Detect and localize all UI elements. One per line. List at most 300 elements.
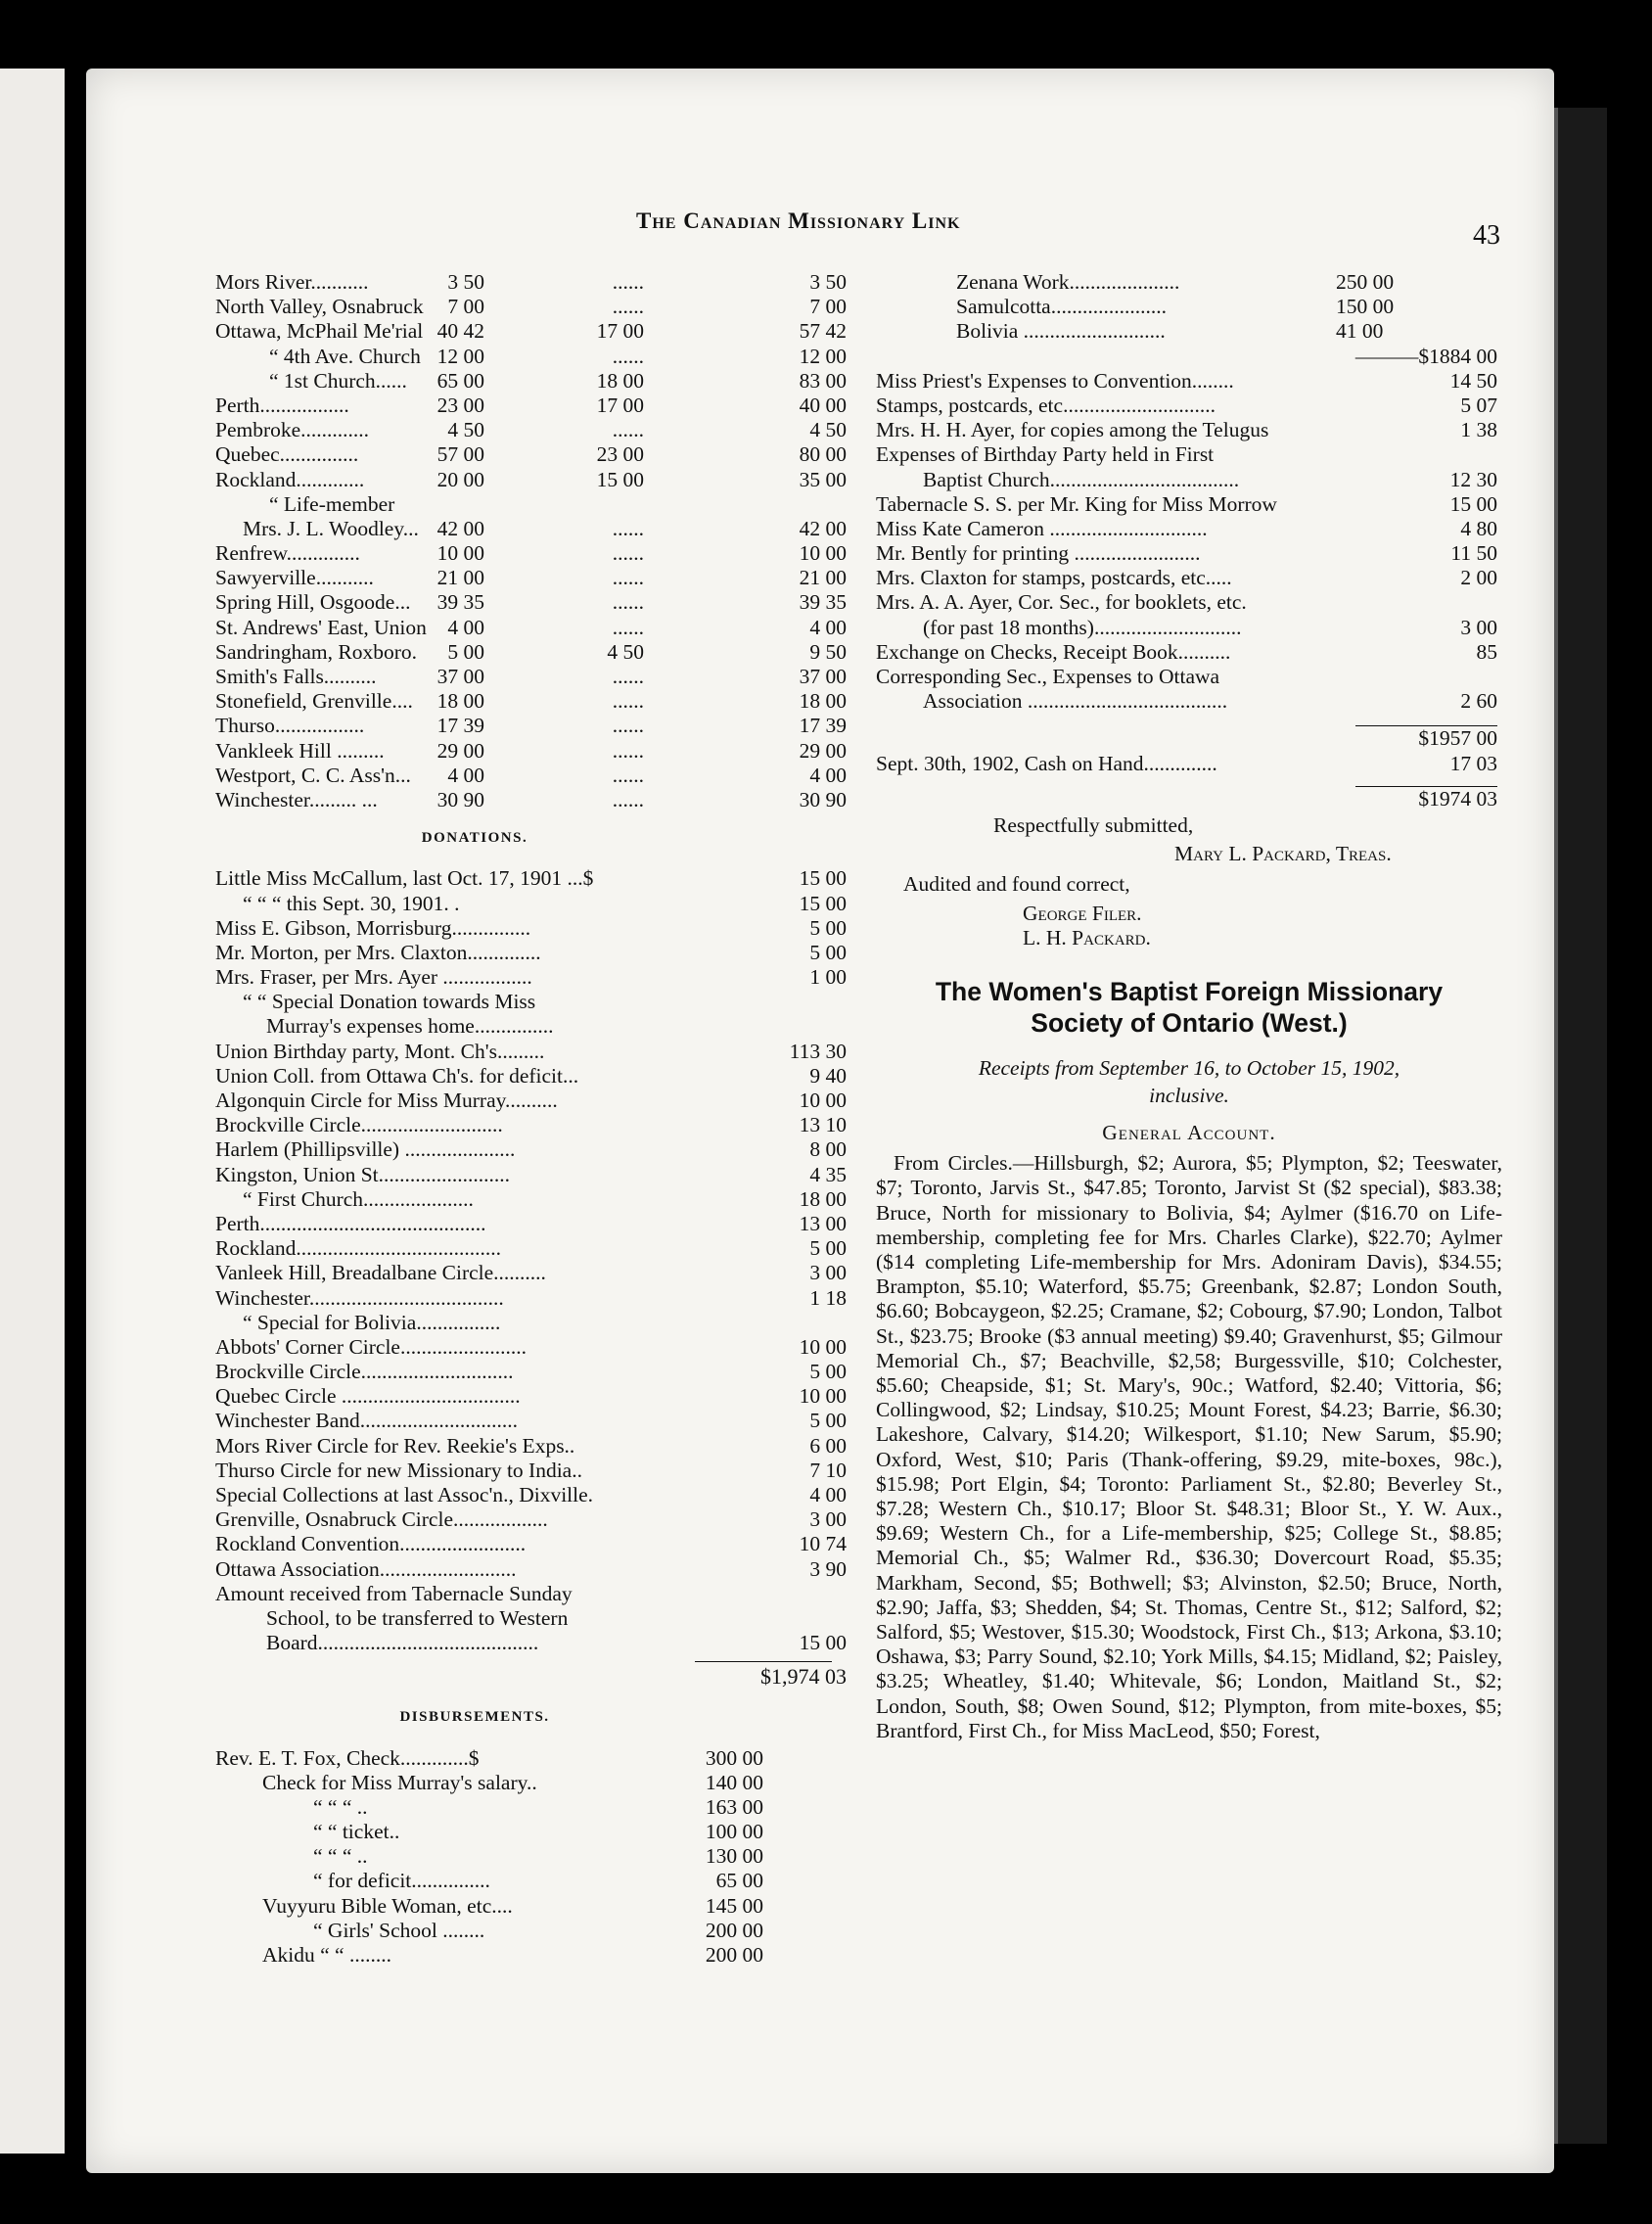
donation-row: [215, 1040, 851, 1064]
receipt-row: [215, 418, 851, 442]
donation-amount: 18 00: [799, 1186, 847, 1211]
receipts-period: [876, 1054, 1502, 1109]
receipt-total-amount: 21 00: [799, 566, 847, 590]
donation-amount: 10 00: [799, 1384, 847, 1409]
donation-row: [215, 1557, 851, 1582]
receipt-row: [215, 468, 851, 492]
receipt-total-amount: 57 42: [799, 319, 847, 344]
receipt-name: “ Life-member: [269, 491, 395, 516]
expense-name: Corresponding Sec., Expenses to Ottawa: [876, 665, 1220, 688]
receipt-total-amount: 4 00: [809, 615, 847, 639]
donation-row: [215, 916, 851, 941]
donation-amount: 6 00: [809, 1433, 847, 1458]
donation-name: Amount received from Tabernacle Sunday: [215, 1581, 573, 1605]
receipt-circle-amount: 39 35: [436, 590, 484, 615]
receipt-circle-amount: 5 00: [447, 639, 484, 664]
disbursement-row: [215, 1943, 851, 1968]
receipt-total-amount: 4 50: [809, 418, 847, 442]
disbursement-row: [215, 1795, 851, 1820]
donation-row: [215, 1507, 851, 1532]
donation-amount: 15 00: [799, 1631, 847, 1655]
receipt-band-amount: ......: [612, 541, 644, 566]
receipt-circle-amount: 10 00: [436, 541, 484, 566]
donation-name: Board..........................................: [266, 1631, 539, 1655]
expense-row: [876, 566, 1502, 590]
disbursement-row: [215, 1894, 851, 1919]
disbursement-name: “ Girls' School ........: [313, 1918, 485, 1942]
donation-row: [215, 1064, 851, 1089]
donation-name: Mors River Circle for Rev. Reekie's Exps..: [215, 1433, 575, 1458]
receipt-row: [215, 369, 851, 394]
receipt-circle-amount: 20 00: [436, 467, 484, 491]
receipt-band-amount: ......: [612, 689, 644, 714]
expense-name: (for past 18 months)............................: [923, 615, 1242, 639]
receipt-band-amount: ......: [612, 763, 644, 787]
receipt-row: [215, 492, 851, 517]
left-column: [215, 270, 851, 1968]
receipt-total-amount: 17 39: [799, 714, 847, 738]
society-title: [876, 976, 1502, 1039]
disbursement-row: [215, 1820, 851, 1844]
receipt-row: [215, 566, 851, 590]
disbursement-row: [215, 1746, 851, 1771]
receipt-circle-amount: 29 00: [436, 738, 484, 763]
donation-name: Union Coll. from Ottawa Ch's. for deficit...: [215, 1063, 579, 1088]
donation-row: [215, 1606, 851, 1631]
receipt-name: “ 1st Church......: [269, 368, 407, 393]
donation-name: Grenville, Osnabruck Circle..................: [215, 1507, 548, 1532]
donations-list: [215, 866, 851, 1655]
right-column: [876, 270, 1502, 1743]
mission-row: [876, 319, 1502, 344]
running-head: The Canadian Missionary Link: [636, 208, 961, 233]
disbursement-name: “ “ “ ..: [313, 1844, 368, 1869]
expense-list: [876, 369, 1502, 715]
receipt-total-amount: 30 90: [799, 787, 847, 811]
receipt-circle-amount: 4 00: [447, 763, 484, 787]
receipt-row: [215, 640, 851, 665]
donation-amount: 3 00: [809, 1507, 847, 1532]
receipt-band-amount: 18 00: [596, 368, 644, 393]
receipt-circle-amount: 65 00: [436, 368, 484, 393]
page-number: 43: [1473, 220, 1500, 251]
donation-name: Winchester.....................................: [215, 1285, 504, 1310]
donation-amount: 1 00: [809, 965, 847, 990]
expense-name: Stamps, postcards, etc.............................: [876, 393, 1216, 417]
receipt-name: North Valley, Osnabruck: [215, 295, 424, 319]
mission-row: [876, 345, 1502, 369]
auditor-one: George Filer.: [1023, 901, 1142, 925]
receipt-row: [215, 590, 851, 615]
expense-row: [876, 665, 1502, 689]
receipt-row: [215, 345, 851, 369]
mission-row: [876, 270, 1502, 295]
donation-name: Algonquin Circle for Miss Murray..........: [215, 1089, 558, 1113]
receipt-band-amount: 4 50: [607, 639, 644, 664]
disbursement-name: “ for deficit...............: [313, 1869, 490, 1893]
donation-row: [215, 1286, 851, 1311]
receipt-total-amount: 83 00: [799, 368, 847, 393]
receipt-name: Rockland.............: [215, 467, 365, 491]
donation-name: Rockland Convention........................: [215, 1532, 527, 1556]
society-title-line2: Society of Ontario (West.): [1031, 1007, 1348, 1038]
subtotal-amount: $1957 00: [1418, 726, 1497, 751]
disbursement-name: “ “ ticket..: [313, 1820, 400, 1844]
donation-amount: 15 00: [799, 891, 847, 915]
donation-row: [215, 1261, 851, 1285]
disbursement-row: [215, 1919, 851, 1943]
donation-name: Ottawa Association..........................: [215, 1556, 517, 1581]
disbursement-amount: 200 00: [705, 1943, 763, 1968]
donation-row: [215, 1113, 851, 1137]
expense-row: [876, 517, 1502, 541]
donation-name: Special Collections at last Assoc'n., Dixville.: [215, 1483, 594, 1507]
receipt-total-amount: 39 35: [799, 590, 847, 615]
donation-row: [215, 941, 851, 965]
expense-row: [876, 394, 1502, 418]
expense-amount: 1 38: [1460, 418, 1497, 442]
receipt-name: Stonefield, Grenville....: [215, 689, 413, 714]
expense-row: [876, 541, 1502, 566]
auditor-two: L. H. Packard.: [1023, 925, 1151, 950]
receipt-name: Pembroke.............: [215, 418, 370, 442]
disbursement-row: [215, 1771, 851, 1795]
receipt-name: Renfrew..............: [215, 541, 360, 566]
receipt-name: Mrs. J. L. Woodley...: [243, 516, 419, 540]
receipt-total-amount: 4 00: [809, 763, 847, 787]
donation-amount: 3 00: [809, 1261, 847, 1285]
mission-name: Bolivia ...........................: [956, 319, 1166, 344]
donation-name: Murray's expenses home...............: [266, 1014, 554, 1039]
mission-amount: 150 00: [1336, 295, 1395, 319]
donations-total: $1,974 03: [760, 1664, 847, 1690]
receipt-circle-amount: 42 00: [436, 516, 484, 540]
donation-row: [215, 892, 851, 916]
expense-row: [876, 369, 1502, 394]
expense-amount: 5 07: [1460, 393, 1497, 417]
disbursement-name: Rev. E. T. Fox, Check.............$: [215, 1745, 480, 1770]
expense-row: [876, 640, 1502, 665]
donation-name: School, to be transferred to Western: [266, 1605, 569, 1630]
mission-name: Samulcotta......................: [956, 295, 1167, 319]
donation-name: Mr. Morton, per Mrs. Claxton..............: [215, 940, 541, 964]
receipt-circle-amount: 30 90: [436, 787, 484, 811]
donation-row: [215, 1409, 851, 1433]
receipt-total-amount: 12 00: [799, 344, 847, 368]
donation-name: Abbots' Corner Circle........................: [215, 1334, 527, 1359]
donation-amount: 13 00: [799, 1211, 847, 1235]
receipt-band-amount: ......: [612, 344, 644, 368]
receipt-total-amount: 9 50: [809, 639, 847, 664]
expense-amount: 12 30: [1449, 467, 1497, 491]
circles-receipts-text: From Circles.—Hillsburgh, $2; Aurora, $5; Plympton, $2; Teeswater, $7; Toronto, Jarvis St., $47.85; Toronto, Jarvist St ($2 special), $83.38; Bruce, North for missionary to Bolivia, $4; Aylmer ($16.70 on Life-membership, completing fee for Mrs. Charles Clarke), $22.70; Aylmer ($14 completing Life-membership for Mrs. Adoniram Davis), $34.55; Brampton, $5.10; Waterford, $5.75; Greenbank, $2.87; London South, $6.60; Bobcaygeon, $2.25; Cramane, $2; Cobourg, $7.90; London, Talbot St., $23.75; Brooke ($3 annual meeting) $9.40; Gravenhurst, $5; Gilmour Memorial Ch., $7; Beachville, $2,58; Burgessville, $10; Colchester, $5.60; Cheapside, $1; St. Mary's, 90c.; Watford, $2.40; Vittoria, $6; Collingwood, $2; Lindsay, $10.25; Mount Forest, $4.23; Barrie, $6.30; Lakeshore, Calvary, $14.20; Wilkesport, $1.10; New Sarum, $5.90; Oxford, West, $10; Paris (Thank-offering, $9.29, mite-boxes, 98c.), $15.98; Port Elgin, $4; Toronto: Parliament St., $2.80; Beverley St., $7.28; Western Ch., $10.17; Bloor St. $48.31; Bloor St., Y. W. Aux., $9.69; Western Ch., for a Life-membership, $25; College St., $8.85; Memorial Ch., $5; Walmer Rd., $36.30; Dovercourt Road, $5.35; Markham, Second, $5; Bothwell; $3; Alvinston, $2.50; Bruce, North, $2.90; Jaffa, $3; Shedden, $4; St. Thomas, Centre St., $12; Salford, $2; Salford, $5; Westover, $15.30; Woodstock, First Ch., $13; Arkona, $3.10; Oshawa, $3; Parry Sound, $2.10; York Mills, $4.15; Midland, $2; Paisley, $3.25; Wheatley, $1.40; Whitevale, $6; London, Maitland St., $2; London, South, $8; Owen Sound, $12; Plympton, from mite-boxes, $5; Brantford, First Ch., for Miss MacLeod, $50; Forest,: [876, 1151, 1502, 1742]
receipt-circle-amount: 4 50: [447, 418, 484, 442]
final-amount: $1974 03: [1418, 786, 1497, 811]
mission-amount: 41 00: [1336, 319, 1384, 344]
disbursement-name: Vuyyuru Bible Woman, etc....: [262, 1893, 513, 1918]
disbursement-amount: 145 00: [705, 1893, 763, 1918]
receipt-total-amount: 42 00: [799, 516, 847, 540]
donation-name: “ “ Special Donation towards Miss: [243, 990, 536, 1014]
disbursement-amount: 200 00: [705, 1918, 763, 1942]
receipt-name: Westport, C. C. Ass'n...: [215, 763, 411, 787]
donation-amount: 5 00: [809, 1236, 847, 1261]
donation-row: [215, 1163, 851, 1187]
receipt-row: [215, 788, 851, 812]
receipt-row: [215, 319, 851, 344]
receipt-total-amount: 37 00: [799, 665, 847, 688]
expense-name: Mrs. H. H. Ayer, for copies among the Telugus: [876, 418, 1269, 442]
expense-name: Tabernacle S. S. per Mr. King for Miss Morrow: [876, 491, 1277, 516]
donation-name: Miss E. Gibson, Morrisburg...............: [215, 915, 531, 940]
mission-row: [876, 295, 1502, 319]
receipt-name: Sandringham, Roxboro.: [215, 639, 418, 664]
mission-amount: 250 00: [1336, 270, 1395, 294]
expense-name: Miss Priest's Expenses to Convention........: [876, 368, 1234, 393]
disbursement-name: “ “ “ ..: [313, 1794, 368, 1819]
donation-amount: 4 00: [809, 1483, 847, 1507]
receipt-total-amount: 80 00: [799, 442, 847, 467]
receipt-row: [215, 541, 851, 566]
donation-row: [215, 1582, 851, 1606]
expense-row: [876, 468, 1502, 492]
disbursement-amount: 140 00: [705, 1770, 763, 1794]
expense-amount: 2 60: [1460, 689, 1497, 714]
receipts-period-line1: Receipts from September 16, to October 15, 1902,: [978, 1055, 1400, 1080]
receipt-band-amount: ......: [612, 615, 644, 639]
expense-name: Mrs. Claxton for stamps, postcards, etc.....: [876, 566, 1232, 590]
receipt-band-amount: ......: [612, 566, 644, 590]
donation-amount: 5 00: [809, 1409, 847, 1433]
cash-row: [876, 752, 1502, 776]
receipt-band-amount: ......: [612, 295, 644, 319]
receipt-name: Sawyerville...........: [215, 566, 374, 590]
expense-amount: 15 00: [1449, 491, 1497, 516]
expense-amount: 85: [1476, 639, 1497, 664]
receipt-circle-amount: 12 00: [436, 344, 484, 368]
receipt-name: Mors River...........: [215, 270, 369, 294]
donation-name: “ Special for Bolivia................: [243, 1310, 501, 1334]
donation-name: Mrs. Fraser, per Mrs. Ayer .................: [215, 965, 532, 990]
donation-name: “ First Church.....................: [243, 1186, 474, 1211]
receipt-row: [215, 714, 851, 738]
expense-name: Exchange on Checks, Receipt Book..........: [876, 639, 1231, 664]
mission-total: ———$1884 00: [1354, 344, 1497, 368]
receipt-name: Ottawa, McPhail Me'rial: [215, 319, 424, 344]
receipt-name: Spring Hill, Osgoode...: [215, 590, 411, 615]
expense-name: Association ......................................: [923, 689, 1228, 714]
receipt-circle-amount: 57 00: [436, 442, 484, 467]
receipt-circle-amount: 17 39: [436, 714, 484, 738]
donation-name: Thurso Circle for new Missionary to India..: [215, 1458, 582, 1482]
donation-name: Harlem (Phillipsville) .....................: [215, 1137, 516, 1162]
respectfully-line: Respectfully submitted,: [993, 812, 1194, 837]
disbursement-continuation: [876, 270, 1502, 369]
donation-row: [215, 1459, 851, 1483]
donation-name: Quebec Circle ..................................: [215, 1384, 521, 1409]
donation-row: [215, 1483, 851, 1507]
receipt-row: [215, 616, 851, 640]
mission-name: Zenana Work.....................: [956, 270, 1180, 294]
expense-amount: 11 50: [1450, 541, 1497, 566]
donation-amount: 1 18: [809, 1285, 847, 1310]
donation-amount: 5 00: [809, 940, 847, 964]
receipt-row: [215, 442, 851, 467]
receipt-circle-amount: 21 00: [436, 566, 484, 590]
donation-row: [215, 1137, 851, 1162]
disbursement-amount: 300 00: [705, 1745, 763, 1770]
disbursements-heading: DISBURSEMENTS.: [399, 1709, 550, 1726]
disbursement-amount: 65 00: [715, 1869, 763, 1893]
expense-row: [876, 590, 1502, 615]
receipt-row: [215, 689, 851, 714]
expense-name: Expenses of Birthday Party held in First: [876, 442, 1215, 467]
disbursement-row: [215, 1844, 851, 1869]
receipt-total-amount: 35 00: [799, 467, 847, 491]
receipt-circle-amount: 23 00: [436, 393, 484, 417]
receipt-band-amount: ......: [612, 714, 644, 738]
disbursement-amount: 130 00: [705, 1844, 763, 1869]
cash-amount: 17 03: [1449, 751, 1497, 775]
expense-row: [876, 418, 1502, 442]
donation-row: [215, 1212, 851, 1236]
subtotal-row: [876, 726, 1502, 751]
donation-row: [215, 1311, 851, 1335]
receipt-name: Thurso.................: [215, 714, 365, 738]
disbursement-name: Check for Miss Murray's salary..: [262, 1770, 537, 1794]
receipt-total-amount: 29 00: [799, 738, 847, 763]
donation-row: [215, 1384, 851, 1409]
donation-row: [215, 1187, 851, 1212]
donation-row: [215, 866, 851, 891]
donation-name: Vanleek Hill, Breadalbane Circle..........: [215, 1261, 546, 1285]
donation-amount: 4 35: [809, 1162, 847, 1186]
donation-row: [215, 1236, 851, 1261]
donation-row: [215, 1335, 851, 1360]
donation-name: Kingston, Union St.........................: [215, 1162, 511, 1186]
receipt-band-amount: ......: [612, 516, 644, 540]
expense-amount: 14 50: [1449, 368, 1497, 393]
receipts-period-line2: inclusive.: [1149, 1083, 1229, 1107]
receipt-band-amount: ......: [612, 590, 644, 615]
donation-amount: 10 00: [799, 1334, 847, 1359]
expense-row: [876, 689, 1502, 714]
facing-page-edge: [0, 69, 74, 2154]
receipt-row: [215, 517, 851, 541]
expense-row: [876, 442, 1502, 467]
society-title-line1: The Women's Baptist Foreign Missionary: [935, 976, 1444, 1006]
donation-amount: 5 00: [809, 915, 847, 940]
donation-name: Rockland.......................................: [215, 1236, 502, 1261]
final-row: [876, 787, 1502, 811]
expense-name: Mr. Bently for printing ........................: [876, 541, 1201, 566]
expense-name: Miss Kate Cameron ..............................: [876, 516, 1208, 540]
donation-name: Brockville Circle...........................: [215, 1113, 503, 1137]
donation-name: Brockville Circle.............................: [215, 1360, 514, 1384]
receipt-band-amount: 17 00: [596, 319, 644, 344]
expense-row: [876, 492, 1502, 517]
receipts-table: [215, 270, 851, 812]
receipt-band-amount: ......: [612, 270, 644, 294]
receipt-circle-amount: 18 00: [436, 689, 484, 714]
donation-row: [215, 965, 851, 990]
receipt-row: [215, 394, 851, 418]
receipt-band-amount: 17 00: [596, 393, 644, 417]
expense-amount: 3 00: [1460, 615, 1497, 639]
donation-name: Winchester Band..............................: [215, 1409, 519, 1433]
donation-amount: 10 00: [799, 1089, 847, 1113]
receipt-band-amount: ......: [612, 787, 644, 811]
donation-row: [215, 1089, 851, 1113]
expense-row: [876, 616, 1502, 640]
expense-amount: 2 00: [1460, 566, 1497, 590]
expense-amount: 4 80: [1460, 516, 1497, 540]
receipt-circle-amount: 37 00: [436, 665, 484, 688]
disbursement-name: Akidu “ “ ........: [262, 1943, 391, 1968]
receipt-row: [215, 665, 851, 689]
receipt-name: Smith's Falls..........: [215, 665, 377, 688]
receipt-total-amount: 7 00: [809, 295, 847, 319]
donation-amount: 3 90: [809, 1556, 847, 1581]
receipt-row: [215, 295, 851, 319]
audited-line: Audited and found correct,: [903, 872, 1130, 897]
general-account-heading: General Account.: [1102, 1120, 1276, 1144]
donation-row: [215, 1532, 851, 1556]
donation-amount: 5 00: [809, 1360, 847, 1384]
receipt-total-amount: 3 50: [809, 270, 847, 294]
donation-amount: 7 10: [809, 1458, 847, 1482]
disbursements-list: [215, 1746, 851, 1969]
donation-amount: 113 30: [789, 1039, 847, 1063]
receipt-name: “ 4th Ave. Church: [269, 344, 421, 368]
donation-row: [215, 1014, 851, 1039]
donation-name: Perth...........................................: [215, 1211, 486, 1235]
disbursement-amount: 100 00: [705, 1820, 763, 1844]
receipt-row: [215, 739, 851, 764]
receipt-circle-amount: 3 50: [447, 270, 484, 294]
donation-amount: 15 00: [799, 866, 847, 891]
donation-name: Little Miss McCallum, last Oct. 17, 1901 ...$: [215, 866, 594, 891]
receipt-circle-amount: 4 00: [447, 615, 484, 639]
receipt-row: [215, 270, 851, 295]
receipt-total-amount: 10 00: [799, 541, 847, 566]
expense-name: Mrs. A. A. Ayer, Cor. Sec., for booklets, etc.: [876, 590, 1247, 615]
receipt-band-amount: ......: [612, 665, 644, 688]
donation-row: [215, 1631, 851, 1655]
receipt-name: Vankleek Hill .........: [215, 738, 385, 763]
donation-name: Union Birthday party, Mont. Ch's.........: [215, 1039, 545, 1063]
receipt-name: Quebec...............: [215, 442, 359, 467]
treasurer-signature: Mary L. Packard, Treas.: [1174, 842, 1392, 866]
donations-heading: DONATIONS.: [421, 830, 528, 847]
disbursement-amount: 163 00: [705, 1794, 763, 1819]
receipt-band-amount: 23 00: [596, 442, 644, 467]
donation-amount: 13 10: [799, 1113, 847, 1137]
receipt-row: [215, 764, 851, 788]
receipt-total-amount: 40 00: [799, 393, 847, 417]
receipt-circle-amount: 7 00: [447, 295, 484, 319]
receipt-band-amount: 15 00: [596, 467, 644, 491]
receipt-band-amount: ......: [612, 738, 644, 763]
donation-amount: 9 40: [809, 1063, 847, 1088]
donation-row: [215, 990, 851, 1014]
receipt-name: Winchester......... ...: [215, 787, 378, 811]
book-edge: [1554, 108, 1607, 2144]
donation-row: [215, 1434, 851, 1459]
expense-name: Baptist Church....................................: [923, 467, 1240, 491]
receipt-band-amount: ......: [612, 418, 644, 442]
receipt-name: Perth.................: [215, 393, 349, 417]
